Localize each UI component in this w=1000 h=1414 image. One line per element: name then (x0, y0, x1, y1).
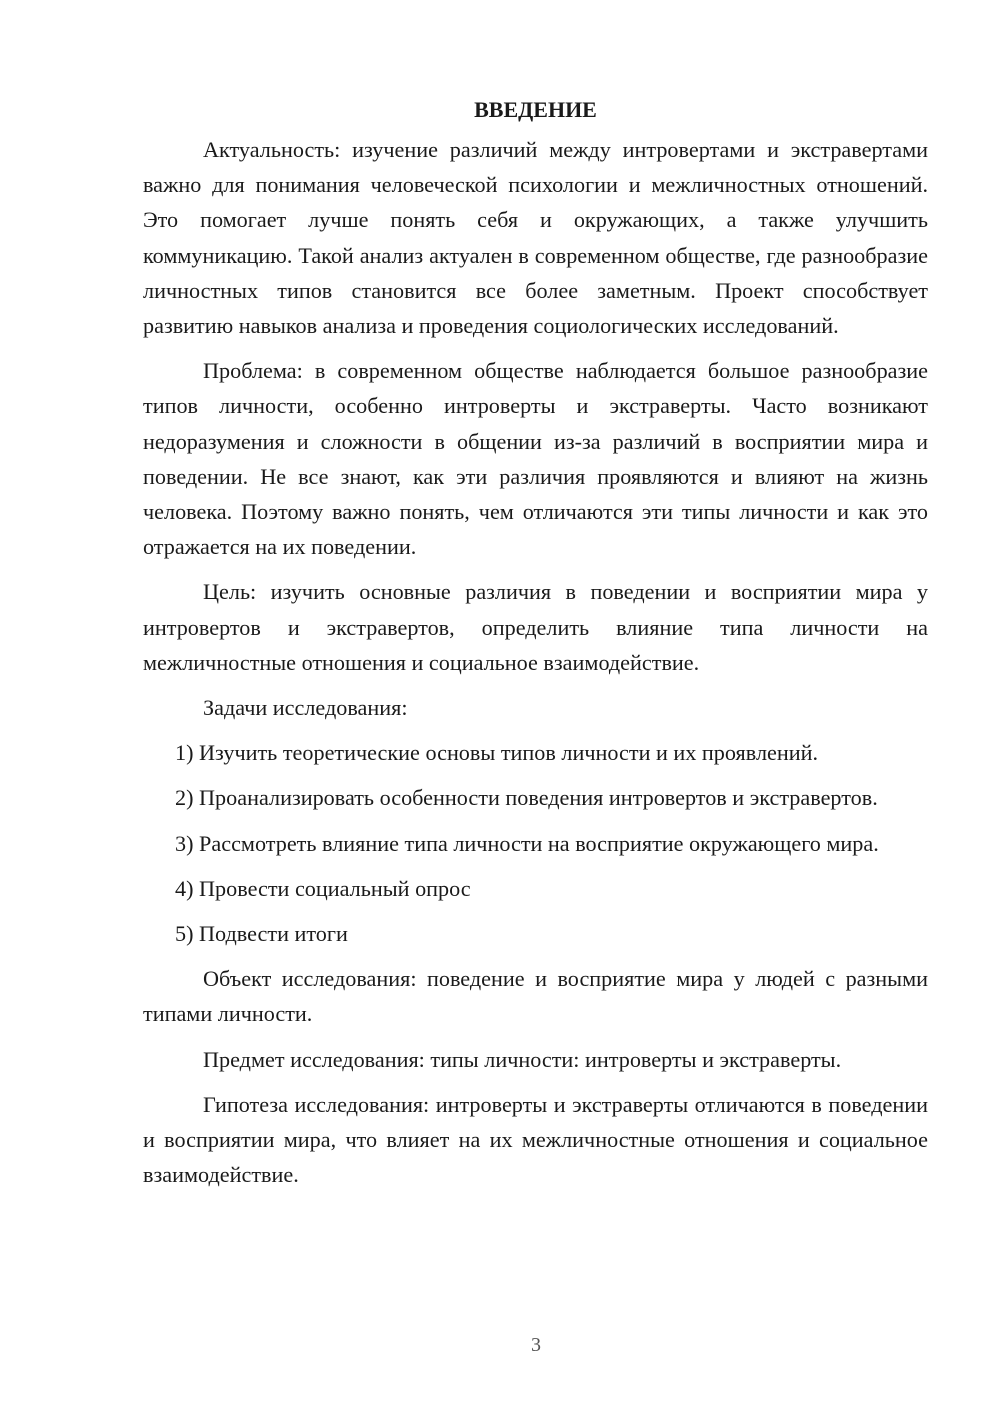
document-title: ВВЕДЕНИЕ (474, 97, 597, 122)
paragraph-problem: Проблема: в современном обществе наблюдается большое разнообразие типов личности, особенно интроверты и экстраверты. Часто возникают недоразумения и сложности в общении из-за различий в восприятии мира и поведении. Не все знают, как эти различия проявляются и влияют на жизнь человека. Поэтому важно понять, чем отличаются эти типы личности и как это отражается на их поведении. (143, 358, 928, 560)
paragraph-subject: Предмет исследования: типы личности: интроверты и экстраверты. (203, 1046, 842, 1072)
paragraph-relevance: Актуальность: изучение различий между интровертами и экстравертами важно для понимания человеческой психологии и межличностных отношений. Это помогает лучше понять себя и окружающих, а также улучшить коммуникацию. Такой анализ актуален в современном обществе, где разнообразие личностных типов становится все более заметным. Проект способствует развитию навыков анализа и проведения социологических исследований. (143, 137, 928, 339)
task-item: 3) Рассмотреть влияние типа личности на восприятие окружающего мира. (175, 830, 879, 856)
task-item: 5) Подвести итоги (175, 921, 348, 947)
paragraph-hypothesis: Гипотеза исследования: интроверты и экстраверты отличаются в поведении и восприятии мира, что влияет на их межличностные отношения и социальное взаимодействие. (143, 1091, 928, 1188)
paragraph-goal: Цель: изучить основные различия в поведении и восприятии мира у интровертов и экстравертов, определить влияние типа личности на межличностные отношения и социальное взаимодействие. (143, 579, 928, 675)
task-item: 4) Провести социальный опрос (175, 875, 471, 901)
document-page (143, 92, 928, 1202)
task-item: 2) Проанализировать особенности поведения интровертов и экстравертов. (175, 785, 878, 811)
paragraph-object: Объект исследования: поведение и восприятие мира у людей с разными типами личности. (143, 966, 928, 1027)
tasks-heading: Задачи исследования: (203, 695, 408, 721)
task-item: 1) Изучить теоретические основы типов личности и их проявлений. (175, 740, 819, 766)
page-number: 3 (531, 1334, 541, 1356)
